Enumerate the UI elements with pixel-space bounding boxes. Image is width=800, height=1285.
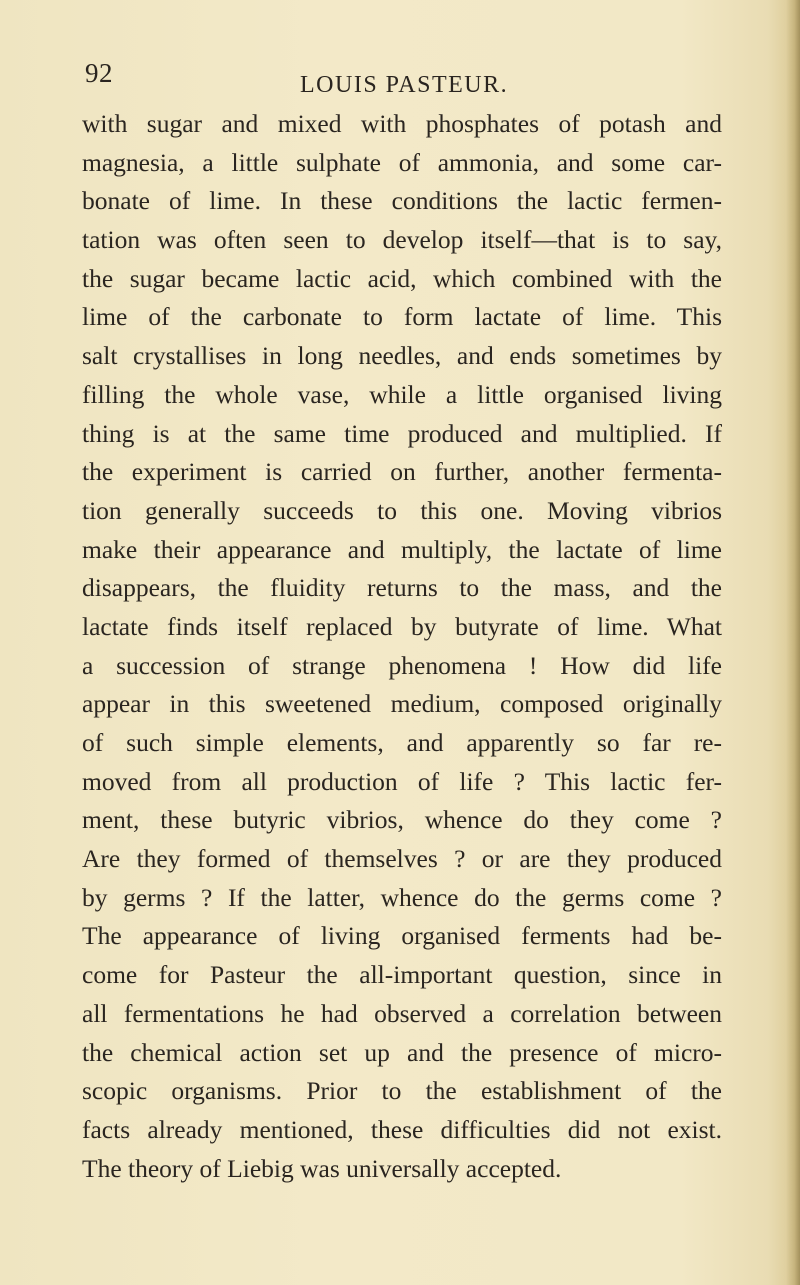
text-line: lactate finds itself replaced by butyrate of lime. What (82, 611, 722, 641)
text-line: magnesia, a little sulphate of ammonia, and some car- (82, 147, 722, 177)
text-line: appear in this sweetened medium, composed originally (82, 689, 722, 719)
text-line: tation was often seen to develop itself—that is to say, (82, 225, 722, 255)
page-number: 92 (85, 58, 113, 88)
text-line: facts already mentioned, these difficulties did not exist. (82, 1114, 722, 1144)
text-line: tion generally succeeds to this one. Moving vibrios (82, 495, 722, 525)
page-header (0, 58, 800, 98)
text-line: bonate of lime. In these conditions the lactic fermen- (82, 186, 722, 216)
text-line: ment, these butyric vibrios, whence do they come ? (82, 805, 722, 835)
text-line: scopic organisms. Prior to the establishment of the (82, 1076, 722, 1106)
text-line: lime of the carbonate to form lactate of lime. This (82, 302, 722, 332)
text-line: Are they formed of themselves ? or are they produced (82, 844, 722, 874)
body-text (82, 105, 722, 1188)
text-line: make their appearance and multiply, the lactate of lime (82, 534, 722, 564)
text-line: moved from all production of life ? This lactic fer- (82, 766, 722, 796)
text-line: the experiment is carried on further, another fermenta- (82, 457, 722, 487)
text-line: come for Pasteur the all-important question, since in (82, 960, 722, 990)
text-line: disappears, the fluidity returns to the mass, and the (82, 573, 722, 603)
text-line: the chemical action set up and the presence of micro- (82, 1037, 722, 1067)
text-line: with sugar and mixed with phosphates of potash and (82, 109, 722, 138)
text-line: thing is at the same time produced and multiplied. If (82, 418, 722, 448)
text-line: by germs ? If the latter, whence do the germs come ? (82, 882, 722, 912)
text-line: of such simple elements, and apparently so far re- (82, 728, 722, 757)
text-line: the sugar became lactic acid, which combined with the (82, 263, 722, 293)
running-head: LOUIS PASTEUR. (300, 72, 509, 98)
text-line: salt crystallises in long needles, and ends sometimes by (82, 341, 722, 371)
text-line: filling the whole vase, while a little organised living (82, 379, 722, 409)
text-line: a succession of strange phenomena ! How did life (82, 650, 722, 680)
text-line: The theory of Liebig was universally accepted. (82, 1153, 562, 1183)
text-line: The appearance of living organised ferments had be- (82, 921, 722, 951)
page-edge-shadow (786, 0, 800, 1285)
text-line: all fermentations he had observed a correlation between (82, 998, 722, 1028)
